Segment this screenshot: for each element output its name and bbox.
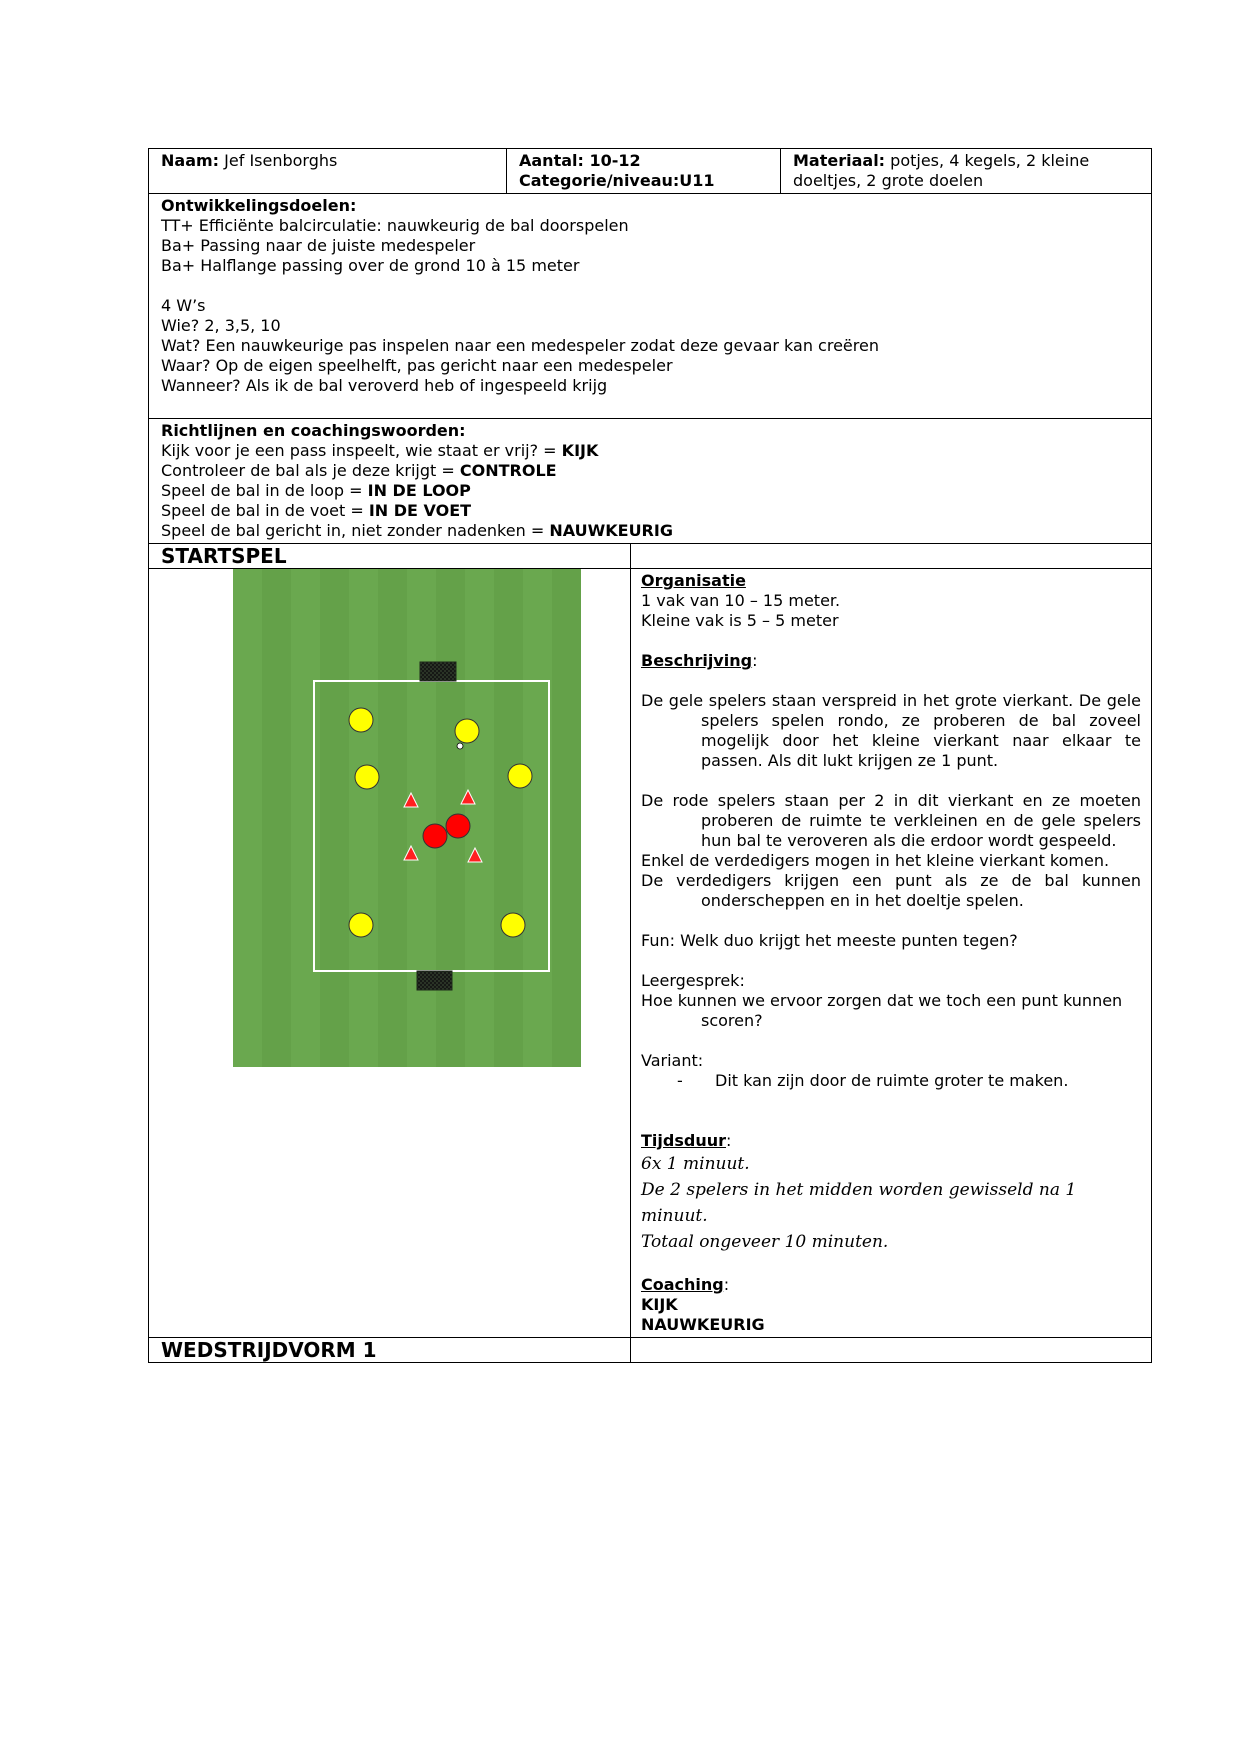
tijdsduur-title: Tijdsduur	[641, 1131, 726, 1150]
spacer	[641, 1111, 1141, 1131]
goal-top-icon	[420, 662, 456, 681]
coaching-words-row	[149, 419, 1152, 544]
coaching-word-line: Speel de bal gericht in, niet zonder nadenken = NAUWKEURIG	[161, 521, 673, 540]
beschrijving-title: Beschrijving	[641, 651, 753, 670]
leergesprek-title: Leergesprek:	[641, 971, 745, 990]
coaching-word-line: Speel de bal in de voet = IN DE VOET	[161, 501, 472, 520]
goal-bottom-icon	[417, 971, 452, 990]
coaching-keyword: IN DE LOOP	[367, 481, 471, 500]
goals-title: Ontwikkelingsdoelen:	[161, 196, 357, 215]
name-cell	[149, 149, 507, 194]
w-line: Wat? Een nauwkeurige pas inspelen naar een medespeler zodat deze gevaar kan creëren	[161, 336, 879, 355]
red-player	[423, 824, 447, 848]
variant-item	[641, 1071, 1141, 1091]
startspel-description-cell	[631, 569, 1152, 1338]
name-value: Jef Isenborghs	[224, 151, 338, 170]
goals-row	[149, 194, 1152, 419]
ball-icon	[457, 743, 463, 749]
startspel-heading-empty	[631, 544, 1152, 569]
yellow-player	[501, 913, 525, 937]
material-value: potjes, 4 kegels, 2 kleine doeltjes, 2 grote doelen	[793, 151, 1090, 190]
category-label: Categorie/niveau:U11	[519, 171, 715, 190]
coaching-keyword: NAUWKEURIG	[549, 521, 673, 540]
coaching-words-cell	[149, 419, 1152, 544]
goal-line: Ba+ Halflange passing over de grond 10 à 15 meter	[161, 256, 580, 275]
coaching-line: NAUWKEURIG	[641, 1315, 765, 1334]
spacer	[641, 1091, 1141, 1111]
variant-text: Dit kan zijn door de ruimte groter te maken.	[715, 1071, 1069, 1090]
startspel-title: STARTSPEL	[149, 544, 631, 569]
description-paragraph: Enkel de verdedigers mogen in het kleine vierkant komen.	[641, 851, 1110, 870]
pitch-diagram	[233, 569, 581, 1067]
wedstrijdvorm-title: WEDSTRIJDVORM 1	[149, 1338, 631, 1363]
w-line: Wanneer? Als ik de bal veroverd heb of ingespeeld krijg	[161, 376, 608, 395]
yellow-player	[349, 708, 373, 732]
description-paragraph: De verdedigers krijgen een punt als ze de bal kunnen onderscheppen en in het doeltje spelen.	[641, 871, 1141, 910]
material-cell	[781, 149, 1152, 194]
tijdsduur-heading: Tijdsduur:	[641, 1131, 732, 1150]
wedstrijdvorm-heading-row	[149, 1338, 1152, 1363]
spacer	[641, 671, 1141, 691]
coaching-word-line: Speel de bal in de loop = IN DE LOOP	[161, 481, 471, 500]
coaching-keyword: KIJK	[561, 441, 599, 460]
yellow-player	[349, 913, 373, 937]
goals-cell	[149, 194, 1152, 419]
coaching-word-line: Controleer de bal als je deze krijgt = CONTROLE	[161, 461, 557, 480]
organisatie-line: Kleine vak is 5 – 5 meter	[641, 611, 839, 630]
variant-dash: -	[677, 1071, 683, 1090]
spacer	[641, 1255, 1141, 1275]
spacer	[641, 1031, 1141, 1051]
spacer	[641, 631, 1141, 651]
lesson-sheet	[148, 148, 1151, 1363]
leergesprek-text: Hoe kunnen we ervoor zorgen dat we toch een punt kunnen scoren?	[641, 991, 1123, 1030]
goal-line: Ba+ Passing naar de juiste medespeler	[161, 236, 476, 255]
organisatie-line: 1 vak van 10 – 15 meter.	[641, 591, 841, 610]
tijdsduur-line: Totaal ongeveer 10 minuten.	[641, 1232, 889, 1252]
pitch-cell	[149, 569, 631, 1338]
coaching-keyword: CONTROLE	[459, 461, 557, 480]
coaching-words-title: Richtlijnen en coachingswoorden:	[161, 421, 466, 440]
wedstrijdvorm-heading-empty	[631, 1338, 1152, 1363]
spacer	[641, 951, 1141, 971]
organisatie-title: Organisatie	[641, 571, 746, 590]
spacer	[161, 276, 1139, 296]
spacer	[641, 911, 1141, 931]
description-paragraph: De rode spelers staan per 2 in dit vierkant en ze moeten proberen de ruimte te verkleinen en de gele spelers hun bal te veroveren als die erdoor wordt gespeeld.	[641, 791, 1141, 850]
header-row	[149, 149, 1152, 194]
goal-line: TT+ Efficiënte balcirculatie: nauwkeurig de bal doorspelen	[161, 216, 629, 235]
fun-text: Fun: Welk duo krijgt het meeste punten tegen?	[641, 931, 1018, 950]
tijdsduur-line: De 2 spelers in het midden worden gewisseld na 1 minuut.	[641, 1180, 1077, 1226]
material-label: Materiaal:	[793, 151, 886, 170]
w-title: 4 W’s	[161, 296, 206, 315]
spacer	[641, 771, 1141, 791]
count-label: Aantal: 10-12	[519, 151, 641, 170]
coaching-title: Coaching	[641, 1275, 724, 1294]
coaching-word-line: Kijk voor je een pass inspeelt, wie staat er vrij? = KIJK	[161, 441, 599, 460]
beschrijving-heading: Beschrijving:	[641, 651, 758, 670]
lesson-table	[148, 148, 1152, 1363]
name-label: Naam:	[161, 151, 220, 170]
yellow-player	[508, 764, 532, 788]
yellow-player	[355, 765, 379, 789]
coaching-keyword: IN DE VOET	[368, 501, 472, 520]
yellow-player	[455, 719, 479, 743]
coaching-line: KIJK	[641, 1295, 678, 1314]
tijdsduur-line: 6x 1 minuut.	[641, 1154, 750, 1174]
pitch-grass	[233, 569, 581, 1067]
description-paragraph: De gele spelers staan verspreid in het grote vierkant. De gele spelers spelen rondo, ze proberen de bal zoveel mogelijk door het kleine vierkant naar elkaar te passen. Als dit lukt krijgen ze 1 punt.	[641, 691, 1141, 770]
coaching-heading: Coaching:	[641, 1275, 730, 1294]
red-player	[446, 814, 470, 838]
startspel-row	[149, 569, 1152, 1338]
w-line: Wie? 2, 3,5, 10	[161, 316, 281, 335]
count-cell	[507, 149, 781, 194]
w-line: Waar? Op de eigen speelhelft, pas gericht naar een medespeler	[161, 356, 673, 375]
variant-title: Variant:	[641, 1051, 704, 1070]
startspel-heading-row	[149, 544, 1152, 569]
